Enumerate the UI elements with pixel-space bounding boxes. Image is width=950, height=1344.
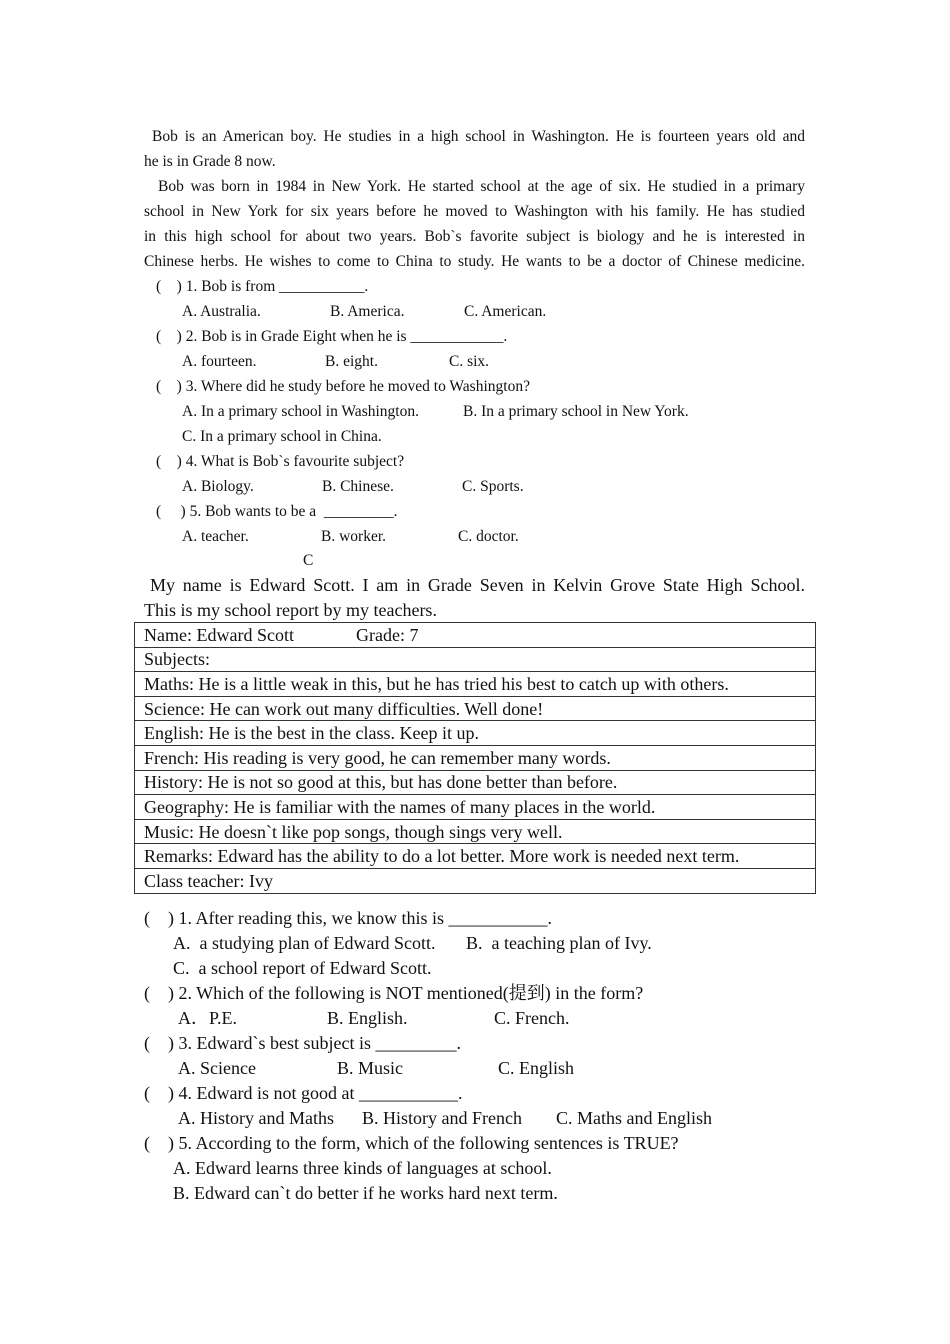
- option-a: A. Australia.: [182, 303, 261, 320]
- option-b: B. Chinese.: [322, 478, 394, 495]
- table-row: [135, 623, 816, 648]
- report-subjects: Subjects:: [135, 647, 816, 672]
- report-class-teacher: Class teacher: Ivy: [135, 868, 816, 893]
- question-stem: ( ) 5. Bob wants to be a _________.: [156, 503, 398, 520]
- option-a: A. History and Maths: [178, 1108, 334, 1128]
- option-b: B. a teaching plan of Ivy.: [466, 933, 652, 953]
- option-b: B. eight.: [325, 353, 378, 370]
- option-a: A. Biology.: [182, 478, 254, 495]
- question-stem: ( ) 5. According to the form, which of the following sentences is TRUE?: [144, 1133, 679, 1153]
- passage-b-p1-line2: he is in Grade 8 now.: [144, 153, 276, 170]
- table-row: [135, 696, 816, 721]
- question-stem: ( ) 3. Where did he study before he moved to Washington?: [156, 378, 530, 395]
- option-a: A. Science: [178, 1058, 256, 1078]
- option-c: C. Maths and English: [556, 1108, 712, 1128]
- option-b: B. Music: [337, 1058, 404, 1078]
- report-music: Music: He doesn`t like pop songs, though sings very well.: [135, 819, 816, 844]
- question-stem: ( ) 3. Edward`s best subject is _________.: [144, 1033, 461, 1053]
- report-name: Name: Edward Scott: [144, 624, 294, 645]
- option-c: C. a school report of Edward Scott.: [173, 958, 432, 978]
- option-b: B. America.: [330, 303, 405, 320]
- option-a: A. teacher.: [182, 528, 249, 545]
- report-history: History: He is not so good at this, but has done better than before.: [135, 770, 816, 795]
- option-a: A. Edward learns three kinds of languages at school.: [173, 1158, 552, 1178]
- report-science: Science: He can work out many difficulties. Well done!: [135, 696, 816, 721]
- passage-b-p2-line2: school in New York for six years before he moved to Washington with his family. He has studied: [144, 203, 805, 220]
- report-remarks: Remarks: Edward has the ability to do a lot better. More work is needed next term.: [135, 844, 816, 869]
- option-a: A. a studying plan of Edward Scott.: [173, 933, 436, 953]
- table-row: [135, 672, 816, 697]
- option-c: C. In a primary school in China.: [182, 428, 382, 445]
- report-french: French: His reading is very good, he can remember many words.: [135, 745, 816, 770]
- report-maths: Maths: He is a little weak in this, but he has tried his best to catch up with others.: [135, 672, 816, 697]
- option-c: C. Sports.: [462, 478, 524, 495]
- report-name-grade-cell: [135, 623, 816, 648]
- option-c: C. French.: [494, 1008, 570, 1028]
- table-row: [135, 770, 816, 795]
- table-row: [135, 721, 816, 746]
- question-stem: ( ) 4. Edward is not good at ___________.: [144, 1083, 463, 1103]
- report-geography: Geography: He is familiar with the names of many places in the world.: [135, 795, 816, 820]
- table-row: [135, 745, 816, 770]
- passage-b-p1-line1: Bob is an American boy. He studies in a high school in Washington. He is fourteen years old and: [152, 128, 805, 145]
- option-c: C. doctor.: [458, 528, 519, 545]
- option-b: B. Edward can`t do better if he works hard next term.: [173, 1183, 558, 1203]
- passage-b-p2-line3: in this high school for about two years. Bob`s favorite subject is biology and he is interested in: [144, 228, 805, 245]
- table-row: [135, 868, 816, 893]
- option-a: A. In a primary school in Washington.: [182, 403, 419, 420]
- option-c: C. English: [498, 1058, 575, 1078]
- table-row: [135, 819, 816, 844]
- option-c: C. American.: [464, 303, 547, 320]
- school-report-table: [134, 622, 816, 894]
- option-b: B. History and French: [362, 1108, 522, 1128]
- option-a: A．P.E.: [178, 1008, 238, 1028]
- section-c-intro-line1: My name is Edward Scott. I am in Grade Seven in Kelvin Grove State High School.: [150, 575, 805, 595]
- passage-b-p2-line1: Bob was born in 1984 in New York. He started school at the age of six. He studied in a primary: [158, 178, 805, 195]
- question-stem: ( ) 4. What is Bob`s favourite subject?: [156, 453, 405, 470]
- question-stem: ( ) 1. Bob is from ___________.: [156, 278, 369, 295]
- table-row: [135, 647, 816, 672]
- option-a: A. fourteen.: [182, 353, 257, 370]
- option-b: B. In a primary school in New York.: [463, 403, 689, 420]
- option-b: B. worker.: [321, 528, 387, 545]
- question-stem: ( ) 2. Which of the following is NOT mentioned(提到) in the form?: [144, 983, 644, 1003]
- table-row: [135, 795, 816, 820]
- report-grade: Grade: 7: [355, 624, 419, 645]
- passage-b-p2-line4: Chinese herbs. He wishes to come to China to study. He wants to be a doctor of Chinese medicine.: [144, 253, 805, 270]
- section-c-heading: C: [303, 552, 314, 569]
- question-stem: ( ) 1. After reading this, we know this is ___________.: [144, 908, 552, 928]
- question-stem: ( ) 2. Bob is in Grade Eight when he is ____________.: [156, 328, 508, 345]
- table-row: [135, 844, 816, 869]
- option-b: B. English.: [327, 1008, 408, 1028]
- section-c-intro-line2: This is my school report by my teachers.: [144, 600, 437, 620]
- report-english: English: He is the best in the class. Keep it up.: [135, 721, 816, 746]
- option-c: C. six.: [449, 353, 490, 370]
